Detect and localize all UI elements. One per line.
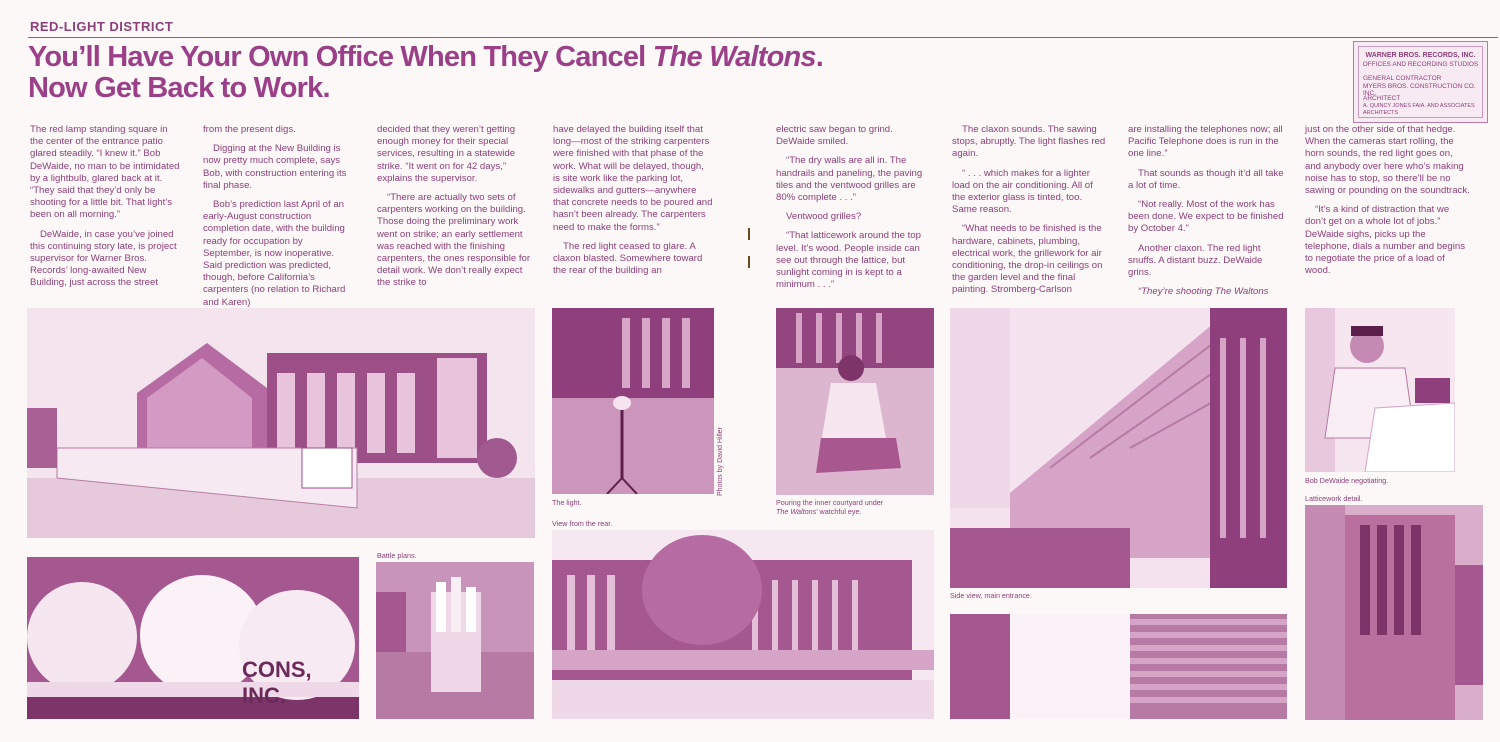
sign-line-5: ARCHITECT (1363, 95, 1401, 102)
photo-bob-negotiating-art (1305, 308, 1455, 472)
section-label: RED-LIGHT DISTRICT (30, 19, 174, 34)
caption-text: ’ watchful eye. (816, 507, 862, 516)
paragraph: electric saw began to grind. DeWaide smiled. (776, 124, 893, 148)
photo-view-from-rear (552, 530, 934, 719)
paragraph: “They’re shooting The Waltons (1138, 286, 1269, 298)
caption-emphasis: The Waltons (776, 507, 817, 516)
photo-the-light (552, 308, 714, 494)
text-column-7 (1128, 124, 1288, 305)
sign-line-4: MYERS BROS. CONSTRUCTION CO. INC. (1363, 83, 1476, 97)
sign-frame (1358, 46, 1483, 118)
headline-emphasis: The Waltons (652, 41, 816, 73)
paragraph: have delayed the building itself that long—most of the striking carpenters were finished with that phase of the work. What will be delayed, though, is site work like the parking lot, sidewalks and gutters—anywhere that concrete needs to be poured and hasn’t been already. The carpenters need to make the forms.” (553, 124, 713, 233)
sign-line-2: OFFICES AND RECORDING STUDIOS (1362, 61, 1479, 68)
photo-side-view-art (950, 308, 1287, 588)
paragraph: “The dry walls are all in. The handrails and paneling, the paving tiles and the ventwood grilles are 80% complete . . .” (776, 155, 923, 204)
photo-hard-hats (27, 557, 359, 719)
photo-the-light-art (552, 308, 714, 494)
paragraph: from the present digs. (203, 124, 296, 135)
headline-line-2: Now Get Back to Work. (28, 72, 330, 104)
photo-side-view (950, 308, 1287, 588)
photo-latticework-detail-art (1305, 505, 1483, 720)
staple-mark (748, 228, 750, 240)
paragraph: “ . . . which makes for a lighter load on the air conditioning. All of the exterior glass is tinted, too. Same reason. (952, 167, 1093, 216)
paragraph: Digging at the New Building is now pretty much complete, says Bob, with construction entering its final phase. (203, 143, 347, 191)
photo-window-detail (950, 614, 1287, 719)
text-column-1 (30, 124, 180, 297)
photo-building-front (27, 308, 535, 538)
header-rule (28, 37, 1498, 38)
caption-the-light: The light. (552, 498, 582, 507)
hardhat-lettering: CONS, INC. (242, 657, 312, 708)
photo-building-front-art (27, 308, 535, 538)
headline-period: . (815, 41, 824, 73)
staple-mark (748, 256, 750, 268)
headline-text: You’ll Have Your Own Office When They Cancel (28, 41, 653, 73)
paragraph: Another claxon. The red light snuffs. A distant buzz. DeWaide grins. (1128, 242, 1263, 279)
paragraph: “There are actually two sets of carpenters working on the building. Those doing the preliminary work went on strike; an early settlement was reached with the finishing carpenters, the ones responsible for detail work. We don’t really expect the strike to (377, 192, 531, 289)
headline (28, 42, 928, 104)
photo-window-detail-art (950, 614, 1287, 719)
caption-bob-negotiating: Bob DeWaide negotiating. (1305, 476, 1389, 485)
paragraph: The red light ceased to glare. A claxon blasted. Somewhere toward the rear of the building an (553, 240, 703, 277)
text-column-2 (203, 124, 353, 316)
caption-side-view: Side view, main entrance. (950, 591, 1032, 600)
photo-bob-negotiating (1305, 308, 1455, 472)
text-column-8 (1305, 124, 1470, 284)
photo-latticework-detail (1305, 505, 1483, 720)
photo-credit: Photos by David Hiller (717, 427, 724, 496)
photo-pouring-courtyard-art (776, 308, 934, 495)
paragraph: The claxon sounds. The sawing stops, abruptly. The light flashes red again. (952, 124, 1106, 160)
caption-view-from-rear: View from the rear. (552, 519, 613, 528)
paragraph: “What needs to be finished is the hardware, cabinets, plumbing, electrical work, the grillework for air conditioning, the drop-in ceilings on the garden level and the final painting. Stromberg-Carlson (952, 223, 1103, 296)
paragraph: “It’s a kind of distraction that we don’t get on a whole lot of jobs.” DeWaide sighs, picks up the telephone, dials a number and begins to negotiate the price of a load of wood. (1305, 204, 1466, 277)
paragraph: Bob’s prediction last April of an early-August construction completion date, with the building ready for occupation by September, is now inoperative. Said prediction was predicted, though, before California’s carpenters (no relation to Richard and Karen) (203, 199, 346, 308)
photo-battle-plans (376, 562, 534, 719)
caption-battle-plans: Battle plans. (377, 551, 417, 560)
paragraph: are installing the telephones now; all Pacific Telephone does is run in the one line.” (1128, 124, 1283, 160)
photo-pouring-courtyard (776, 308, 934, 495)
paragraph: “That latticework around the top level. It’s wood. People inside can see out through the lattice, but sunlight coming in is kept to a minimum . . .” (776, 230, 921, 291)
sign-line-6: A. QUINCY JONES FAIA. AND ASSOCIATES ARCHITECTS (1363, 103, 1475, 116)
text-column-6 (952, 124, 1107, 304)
caption-pouring-courtyard (776, 498, 936, 516)
text-column-4 (553, 124, 713, 284)
paragraph: just on the other side of that hedge. When the cameras start rolling, the horn sounds, the red light goes on, and anybody over here who’s making noise has to stop, so there’ll be no sawing or pounding on the soundtrack. (1305, 124, 1470, 197)
sign-line-3: GENERAL CONTRACTOR (1363, 75, 1442, 82)
caption-latticework: Latticework detail. (1305, 494, 1363, 503)
headline-line-1 (28, 42, 928, 73)
paragraph: “Not really. Most of the work has been done. We expect to be finished by October 4.” (1128, 199, 1284, 235)
photo-view-from-rear-art (552, 530, 934, 719)
construction-sign (1353, 41, 1488, 123)
caption-line: Pouring the inner courtyard under (776, 498, 884, 507)
paragraph: The red lamp standing square in the center of the entrance patio glared steadily. “I knew it.” Bob DeWaide, no man to be intimidated by a lightbulb, glared back at it. “They said that they’d only be shooting for a little bit. That light’s been on all morning.” (30, 124, 180, 221)
paragraph: DeWaide, in case you’ve joined this continuing story late, is project supervisor for Warner Bros. Records’ long-awaited New Building, just across the street (30, 228, 177, 289)
text-column-5 (776, 124, 931, 298)
paragraph: Ventwood grilles? (786, 211, 862, 223)
text-column-3 (377, 124, 532, 297)
sign-line-1: WARNER BROS. RECORDS, INC. (1365, 52, 1476, 59)
caption-line (776, 507, 936, 516)
paragraph: That sounds as though it’d all take a lot of time. (1128, 167, 1284, 191)
paragraph: decided that they weren’t getting enough money for their special services, resulting in a statewide strike. “It went on for 42 days,” explains the supervisor. (377, 124, 516, 184)
photo-battle-plans-art (376, 562, 534, 719)
